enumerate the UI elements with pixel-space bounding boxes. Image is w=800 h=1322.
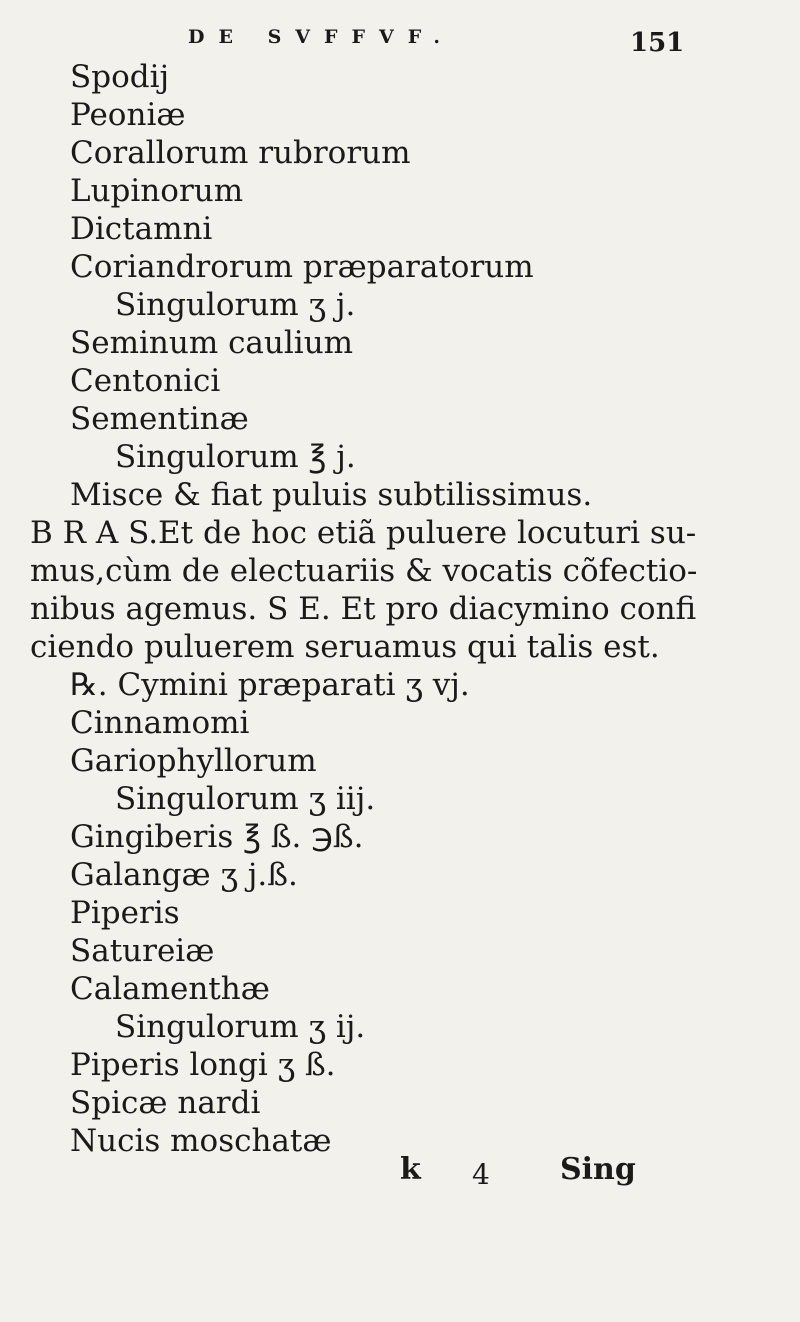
text-line: Corallorum rubrorum: [70, 135, 411, 171]
page-number: 151: [630, 28, 685, 58]
text-line: Singulorum ʒ iij.: [115, 781, 376, 817]
text-line: Coriandrorum præparatorum: [70, 249, 534, 285]
text-line: nibus agemus. S E. Et pro diacymino confi: [30, 591, 697, 627]
text-line: Singulorum ℥ j.: [115, 439, 356, 475]
text-line: Gariophyllorum: [70, 743, 317, 779]
text-line: mus,cùm de electuariis & vocatis cõfectio-: [30, 553, 698, 589]
signature-mark: k: [400, 1152, 421, 1187]
page-header: [0, 22, 800, 62]
text-line: Spicæ nardi: [70, 1085, 261, 1121]
catchword: Sing: [560, 1152, 636, 1187]
page-footer: [0, 1152, 800, 1202]
text-line: Spodij: [70, 59, 170, 95]
text-line: ℞. Cymini præparati ʒ vj.: [70, 667, 470, 703]
text-line: Singulorum ʒ j.: [115, 287, 356, 323]
signature-number: 4: [472, 1158, 490, 1191]
text-line: Peoniæ: [70, 97, 186, 133]
text-line: Nucis moschatæ: [70, 1123, 332, 1159]
text-line: Singulorum ʒ ij.: [115, 1009, 366, 1045]
text-line: Galangæ ʒ j.ß.: [70, 857, 298, 893]
text-line: Dictamni: [70, 211, 213, 247]
text-line: Seminum caulium: [70, 325, 354, 361]
text-line: Centonici: [70, 363, 221, 399]
text-line: B R A S.Et de hoc etiã puluere locuturi su-: [30, 515, 697, 551]
text-line: ciendo puluerem seruamus qui talis est.: [30, 629, 660, 665]
running-head: DE SVFFVF.: [188, 26, 454, 48]
text-line: Piperis longi ʒ ß.: [70, 1047, 336, 1083]
text-line: Piperis: [70, 895, 180, 931]
text-line: Cinnamomi: [70, 705, 250, 741]
text-line: Misce & fiat puluis subtilissimus.: [70, 477, 593, 513]
text-line: Calamenthæ: [70, 971, 270, 1007]
text-line: Lupinorum: [70, 173, 244, 209]
text-line: Sementinæ: [70, 401, 249, 437]
text-line: Gingiberis ℥ ß. ℈ß.: [70, 819, 364, 855]
text-line: Satureiæ: [70, 933, 215, 969]
